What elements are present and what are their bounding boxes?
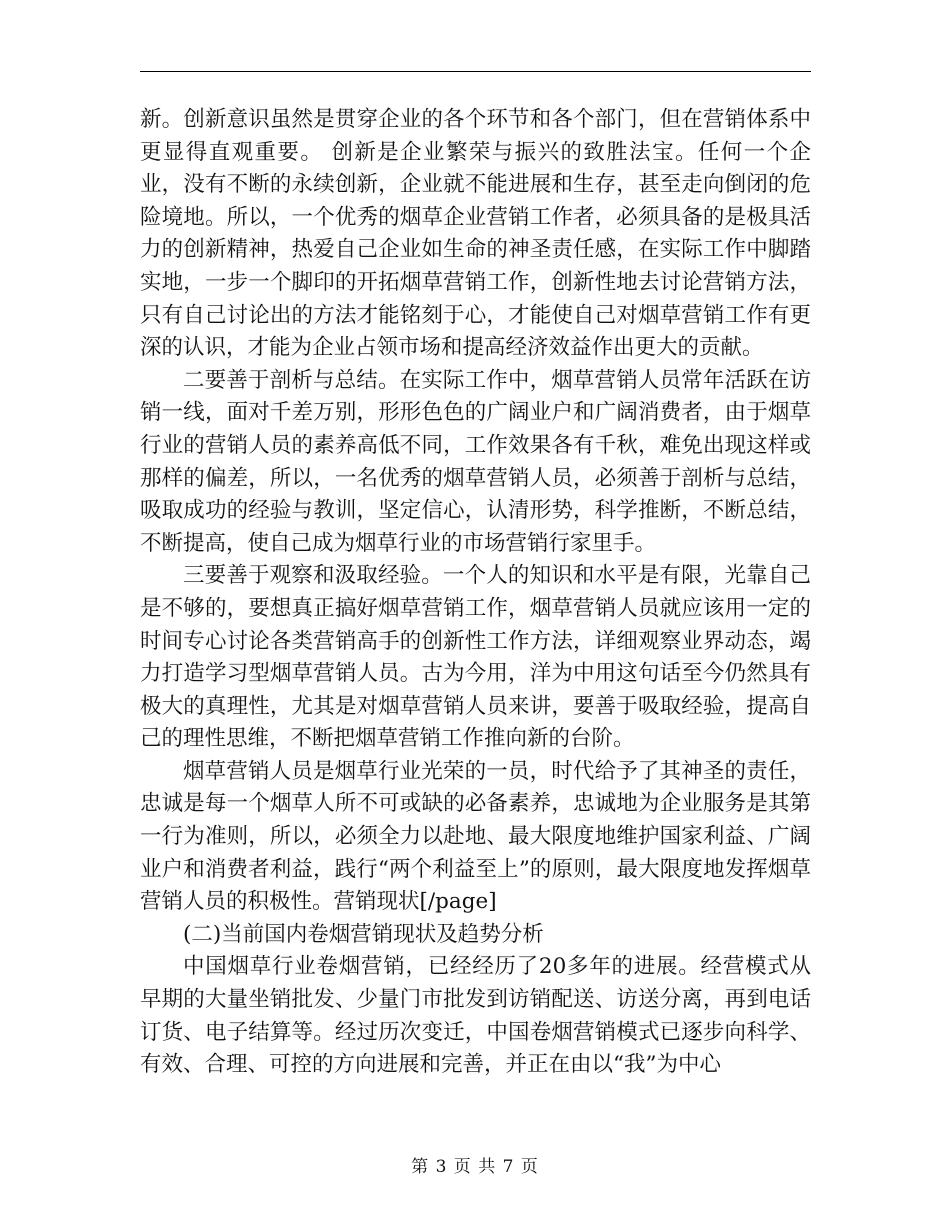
body-text (140, 104, 811, 1082)
paragraph-3: 三要善于观察和汲取经验。一个人的知识和水平是有限，光靠自己是不够的，要想真正搞好烟草营销工作，烟草营销人员就应该用一定的时间专心讨论各类营销高手的创新性工作方法，详细观察业界动态，竭力打造学习型烟草营销人员。古为今用，洋为中用这句话至今仍然具有极大的真理性，尤其是对烟草营销人员来讲，要善于吸取经验，提高自己的理性思维，不断把烟草营销工作推向新的台阶。 (140, 563, 811, 752)
paragraph-4: 烟草营销人员是烟草行业光荣的一员，时代给予了其神圣的责任，忠诚是每一个烟草人所不可或缺的必备素养，忠诚地为企业服务是其第一行为准则，所以，必须全力以赴地、最大限度地维护国家利益、广阔业户和消费者利益，践行“两个利益至上”的原则，最大限度地发挥烟草营销人员的积极性。营销现状[/page] (140, 758, 811, 915)
page-number-footer: 第 3 页 共 7 页 (411, 1157, 539, 1177)
paragraph-1: 新。创新意识虽然是贯穿企业的各个环节和各个部门，但在营销体系中更显得直观重要。 创新是企业繁荣与振兴的致胜法宝。任何一个企业，没有不断的永续创新，企业就不能进展和生存，甚至走向倒闭的危险境地。所以，一个优秀的烟草企业营销工作者，必须具备的是极具活力的创新精神，热爱自己企业如生命的神圣责任感，在实际工作中脚踏实地，一步一个脚印的开拓烟草营销工作，创新性地去讨论营销方法，只有自己讨论出的方法才能铭刻于心，才能使自己对烟草营销工作有更深的认识，才能为企业占领市场和提高经济效益作出更大的贡献。 (140, 107, 811, 361)
paragraph-5: 中国烟草行业卷烟营销，已经经历了20多年的进展。经营模式从早期的大量坐销批发、少量门市批发到访销配送、访送分离，再到电话订货、电子结算等。经过历次变迁，中国卷烟营销模式已逐步向科学、有效、合理、可控的方向进展和完善，并正在由以“我”为中心 (140, 954, 811, 1078)
paragraph-2: 二要善于剖析与总结。在实际工作中，烟草营销人员常年活跃在访销一线，面对千差万别，形形色色的广阔业户和广阔消费者，由于烟草行业的营销人员的素养高低不同，工作效果各有千秋，难免出现这样或那样的偏差，所以，一名优秀的烟草营销人员，必须善于剖析与总结，吸取成功的经验与教训，坚定信心，认清形势，科学推断，不断总结，不断提高，使自己成为烟草行业的市场营销行家里手。 (140, 367, 811, 556)
header-rule (140, 71, 811, 72)
section-heading: (二)当前国内卷烟营销现状及趋势分析 (183, 921, 544, 947)
